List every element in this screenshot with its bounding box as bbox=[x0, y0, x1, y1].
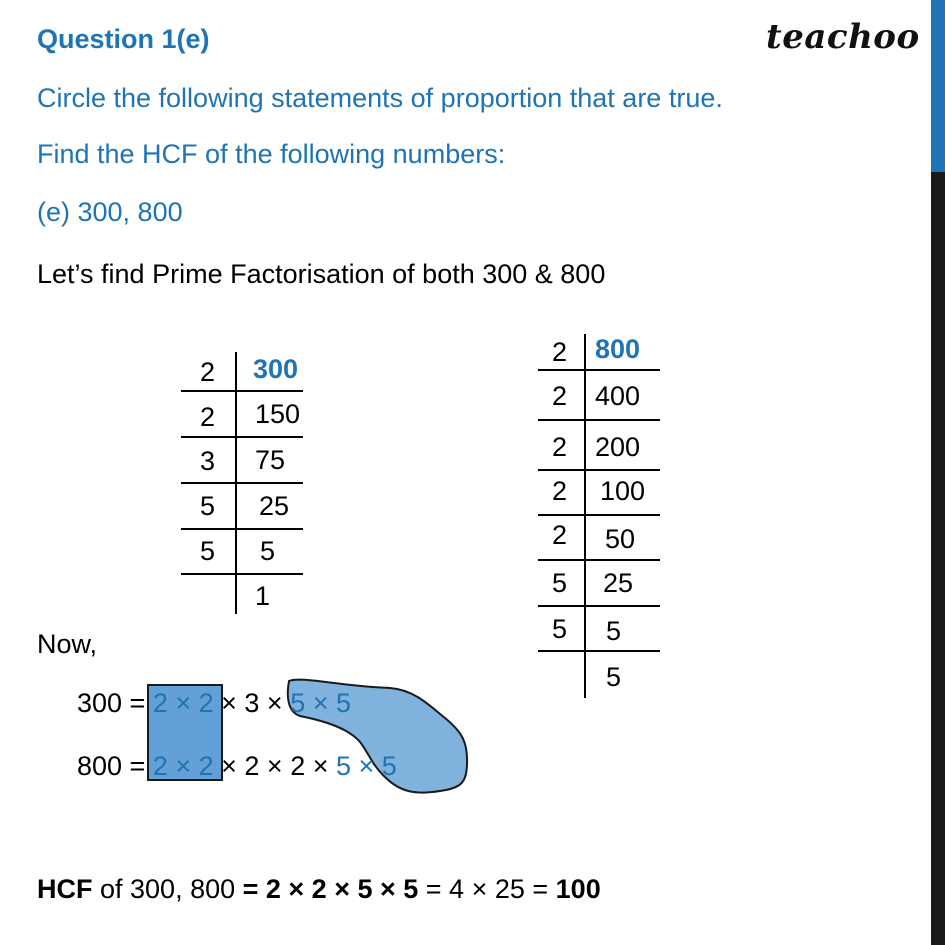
question-title: Question 1(e) bbox=[37, 24, 210, 54]
ladder-300-value: 1 bbox=[255, 581, 271, 611]
ladder-800-divisor: 2 bbox=[552, 520, 568, 550]
ladder-800-divisor: 2 bbox=[552, 432, 568, 462]
ladder-800-value: 50 bbox=[605, 524, 636, 554]
equation-800-prefix: 800 = bbox=[77, 751, 153, 781]
ladder-800-divisor: 5 bbox=[552, 614, 568, 644]
solution-intro: Let’s find Prime Factorisation of both 300 & 800 bbox=[37, 259, 606, 289]
ladder-300-divisor: 2 bbox=[200, 357, 216, 387]
ladder-300-value: 25 bbox=[259, 491, 290, 521]
ladder-800-divisor: 2 bbox=[552, 337, 568, 367]
equation-800-common: 2 × 2 bbox=[152, 751, 214, 781]
ladder-300-divisor: 3 bbox=[200, 446, 216, 476]
now-label: Now, bbox=[37, 629, 98, 659]
equation-300 bbox=[77, 690, 351, 717]
ladder-300-divisor: 5 bbox=[200, 536, 216, 566]
ladder-300-divisor: 2 bbox=[200, 402, 216, 432]
equation-800-tail: 5 × 5 bbox=[335, 751, 397, 781]
question-line-1: Circle the following statements of proportion that are true. bbox=[37, 83, 723, 113]
hcf-label: HCF bbox=[37, 874, 93, 904]
ladder-300-value: 150 bbox=[255, 399, 301, 429]
ladder-800-value: 5 bbox=[606, 662, 622, 692]
equation-300-tail: 5 × 5 bbox=[290, 688, 352, 718]
brand-logo: teachoo bbox=[766, 17, 920, 57]
ladder-300-value: 75 bbox=[255, 445, 286, 475]
ladder-800-value: 25 bbox=[603, 568, 634, 598]
ladder-800-divisor: 2 bbox=[552, 381, 568, 411]
hcf-result: 100 bbox=[555, 874, 601, 904]
question-line-3: (e) 300, 800 bbox=[37, 197, 183, 227]
ladder-800-value: 400 bbox=[595, 381, 641, 411]
ladder-800-value: 5 bbox=[606, 616, 622, 646]
ladder-800-value: 100 bbox=[600, 476, 646, 506]
equation-800-mid: × 2 × 2 × bbox=[213, 751, 336, 781]
ladder-300-value: 5 bbox=[260, 536, 276, 566]
equation-800 bbox=[77, 753, 397, 780]
ladder-800-value: 200 bbox=[595, 432, 641, 462]
ladder-800-divisor: 5 bbox=[552, 568, 568, 598]
ladder-300-divisor: 5 bbox=[200, 491, 216, 521]
equation-300-mid: × 3 × bbox=[213, 688, 291, 718]
hcf-mid: = 4 × 25 = bbox=[418, 874, 556, 904]
ladder-300-value: 300 bbox=[253, 354, 299, 384]
ladder-800-value: 800 bbox=[595, 334, 641, 364]
equation-300-prefix: 300 = bbox=[77, 688, 153, 718]
hcf-of-text: of 300, 800 bbox=[92, 874, 243, 904]
equation-300-common: 2 × 2 bbox=[152, 688, 214, 718]
hcf-result-line bbox=[37, 876, 601, 903]
ladder-800-divisor: 2 bbox=[552, 476, 568, 506]
hcf-product: = 2 × 2 × 5 × 5 bbox=[242, 874, 419, 904]
question-line-2: Find the HCF of the following numbers: bbox=[37, 139, 506, 169]
